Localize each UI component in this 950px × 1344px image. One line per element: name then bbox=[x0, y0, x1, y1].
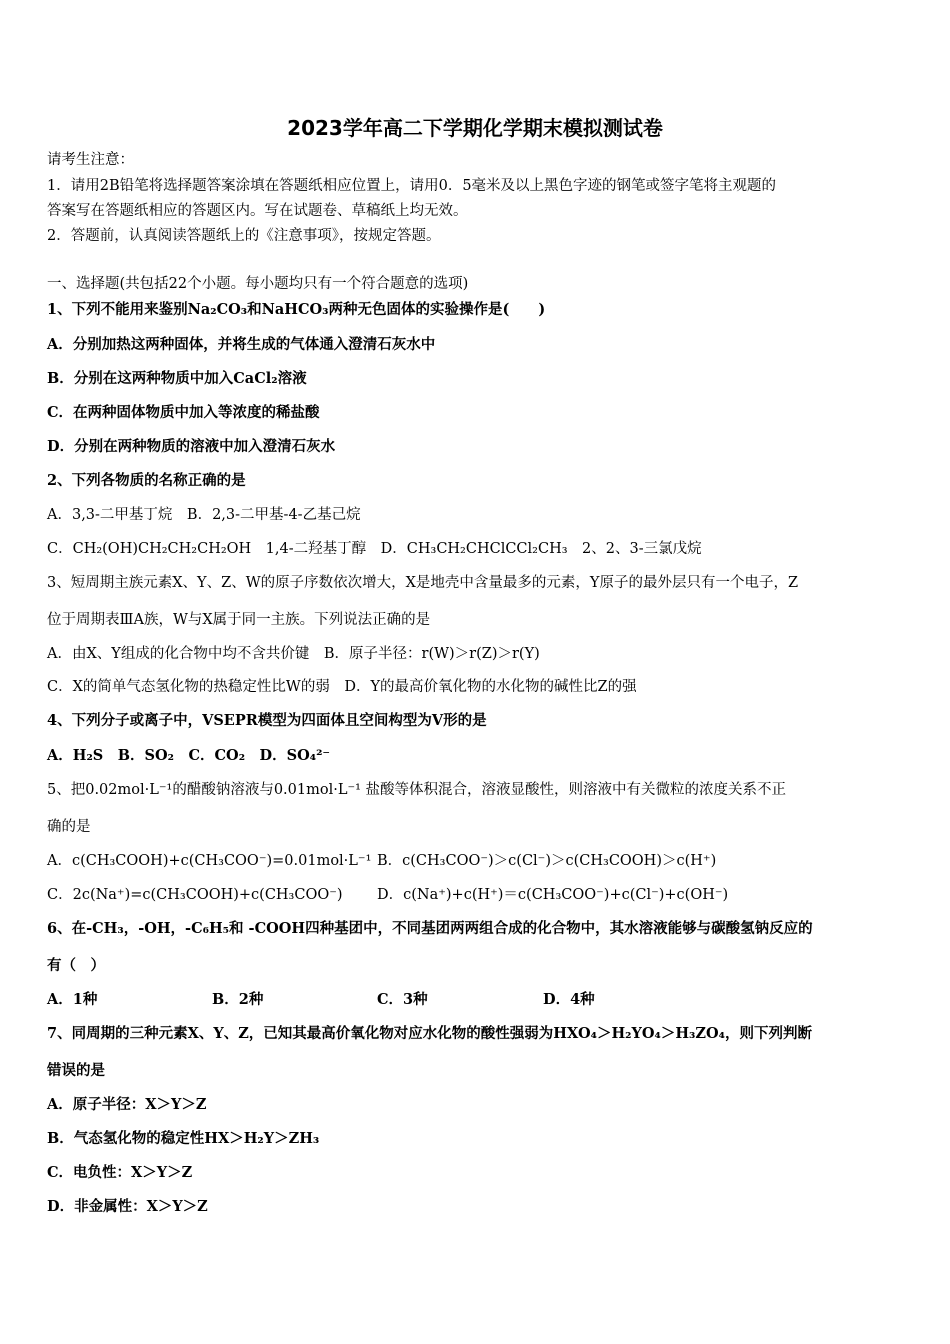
q3-options-cd: C．X的简单气态氢化物的热稳定性比W的弱 D．Y的最高价氧化物的水化物的碱性比Z的强 bbox=[47, 679, 637, 695]
q5-option-d: D．c(Na⁺)+c(H⁺)＝c(CH₃COO⁻)+c(Cl⁻)+c(OH⁻) bbox=[377, 887, 729, 903]
q5-stem-line-2: 确的是 bbox=[47, 819, 91, 835]
q4-options: A．H₂S B．SO₂ C．CO₂ D．SO₄²⁻ bbox=[47, 747, 331, 764]
q1-option-d: D．分别在两种物质的溶液中加入澄清石灰水 bbox=[47, 438, 336, 455]
q5-stem-line-1: 5、把0.02mol·L⁻¹的醋酸钠溶液与0.01mol·L⁻¹ 盐酸等体积混合，溶液显酸性，则溶液中有关微粒的浓度关系不正 bbox=[47, 782, 787, 798]
q6-stem-line-1: 6、在-CH₃，-OH，-C₆H₅和 -COOH四种基团中，不同基团两两组合成的化合物中，其水溶液能够与碳酸氢钠反应的 bbox=[47, 920, 813, 937]
q7-stem-line-1: 7、同周期的三种元素X、Y、Z，已知其最高价氧化物对应水化物的酸性强弱为HXO₄＞H₂YO₄＞H₃ZO₄，则下列判断 bbox=[47, 1025, 812, 1042]
page-title: 2023学年高二下学期化学期末模拟测试卷 bbox=[287, 116, 663, 140]
notice-item-1-line-2: 答案写在答题纸相应的答题区内。写在试题卷、草稿纸上均无效。 bbox=[47, 203, 468, 219]
q6-option-c: C．3种 bbox=[377, 991, 428, 1008]
q7-option-d: D．非金属性：X＞Y＞Z bbox=[47, 1198, 208, 1215]
q3-stem-line-2: 位于周期表ⅢA族，W与X属于同一主族。下列说法正确的是 bbox=[47, 612, 431, 628]
q2-stem: 2、下列各物质的名称正确的是 bbox=[47, 472, 246, 489]
notice-heading: 请考生注意： bbox=[47, 152, 134, 168]
notice-item-2: 2．答题前，认真阅读答题纸上的《注意事项》，按规定答题。 bbox=[47, 228, 441, 244]
q2-options-ab: A．3,3-二甲基丁烷 B．2,3-二甲基-4-乙基己烷 bbox=[47, 507, 361, 523]
q3-options-ab: A．由X、Y组成的化合物中均不含共价键 B．原子半径：r(W)＞r(Z)＞r(Y) bbox=[47, 646, 540, 662]
notice-item-1-line-1: 1．请用2B铅笔将选择题答案涂填在答题纸相应位置上，请用0．5毫米及以上黑色字迹的钢笔或签字笔将主观题的 bbox=[47, 178, 777, 194]
q6-option-b: B．2种 bbox=[212, 991, 264, 1008]
q7-option-c: C．电负性：X＞Y＞Z bbox=[47, 1164, 193, 1181]
q1-option-b: B．分别在这两种物质中加入CaCl₂溶液 bbox=[47, 370, 307, 387]
q6-stem-line-2: 有（ ） bbox=[47, 957, 105, 974]
q3-stem-line-1: 3、短周期主族元素X、Y、Z、W的原子序数依次增大，X是地壳中含量最多的元素，Y原子的最外层只有一个电子，Z bbox=[47, 575, 799, 591]
q7-option-b: B．气态氢化物的稳定性HX＞H₂Y＞ZH₃ bbox=[47, 1130, 320, 1147]
q7-stem-line-2: 错误的是 bbox=[47, 1062, 105, 1079]
q5-option-c: C．2c(Na⁺)=c(CH₃COOH)+c(CH₃COO⁻) bbox=[47, 887, 343, 903]
q6-option-d: D．4种 bbox=[543, 991, 595, 1008]
q6-option-a: A．1种 bbox=[47, 991, 98, 1008]
q2-options-cd: C．CH₂(OH)CH₂CH₂CH₂OH 1,4-二羟基丁醇 D．CH₃CH₂CHClCCl₂CH₃ 2、2、3-三氯戊烷 bbox=[47, 541, 702, 557]
q1-stem: 1、下列不能用来鉴别Na₂CO₃和NaHCO₃两种无色固体的实验操作是( ) bbox=[47, 301, 546, 318]
q1-option-a: A．分别加热这两种固体，并将生成的气体通入澄清石灰水中 bbox=[47, 336, 436, 353]
q5-option-b: B．c(CH₃COO⁻)＞c(Cl⁻)＞c(CH₃COOH)＞c(H⁺) bbox=[377, 853, 717, 869]
q7-option-a: A．原子半径：X＞Y＞Z bbox=[47, 1096, 207, 1113]
section-heading: 一、选择题(共包括22个小题。每小题均只有一个符合题意的选项) bbox=[47, 276, 469, 292]
q1-option-c: C．在两种固体物质中加入等浓度的稀盐酸 bbox=[47, 404, 320, 421]
q5-option-a: A．c(CH₃COOH)+c(CH₃COO⁻)=0.01mol·L⁻¹ bbox=[47, 853, 372, 869]
q4-stem: 4、下列分子或离子中，VSEPR模型为四面体且空间构型为V形的是 bbox=[47, 712, 487, 729]
